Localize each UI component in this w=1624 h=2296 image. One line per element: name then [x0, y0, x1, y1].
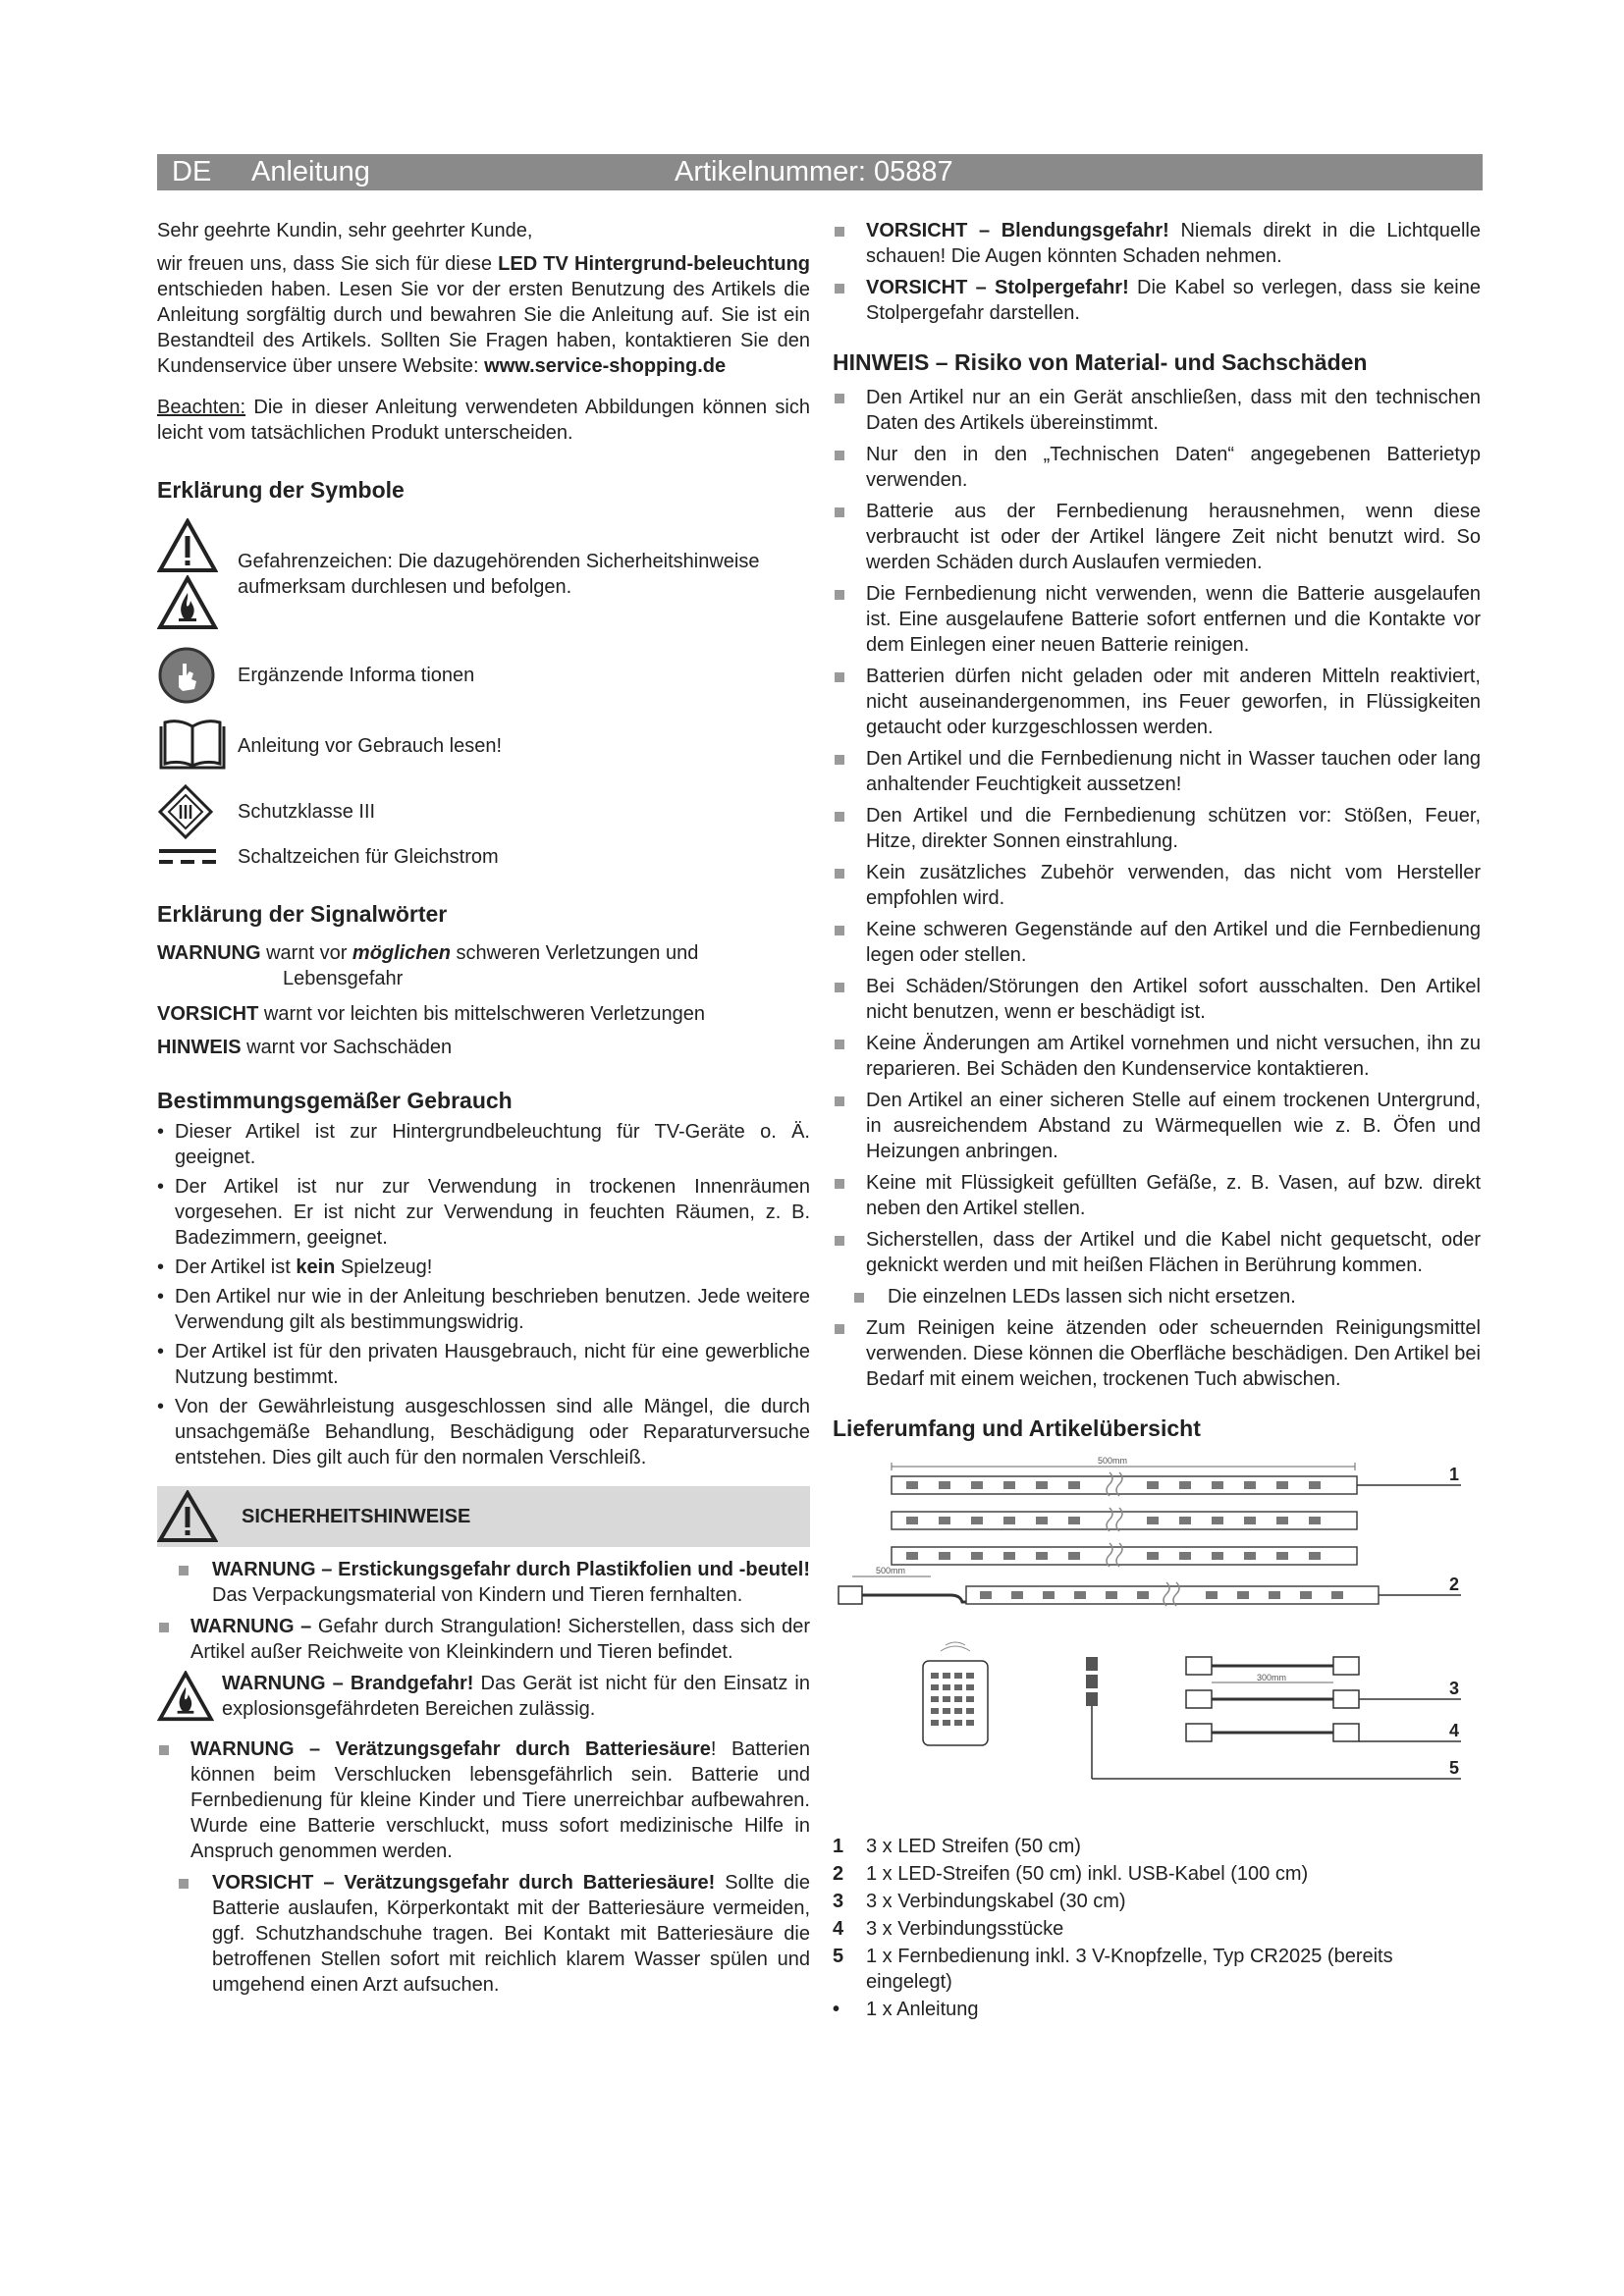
- intended-use-item: [157, 1255, 810, 1280]
- product-diagram: [833, 1455, 1481, 1828]
- notice-item: Zum Reinigen keine ätzenden oder scheuernden Reinigungsmittel verwenden. Diese können die Oberfläche beschädigen. Den Artikel bei Bedarf mit einem weichen, trockenen Tuch abwischen.: [833, 1315, 1481, 1392]
- symbol-row-info: [157, 646, 810, 705]
- safety-list: [157, 1557, 810, 1665]
- protection-class-iii-icon: [157, 783, 214, 840]
- callout-5: 5: [1449, 1758, 1460, 1778]
- signal-word-vorsicht: VORSICHT: [157, 1003, 259, 1025]
- safety-heading-bar: [157, 1486, 810, 1547]
- safety-item-bold: WARNUNG – Brandgefahr!: [222, 1673, 474, 1694]
- caution-item-text: Die Kabel so verlegen, dass sie keine Stolpergefahr darstellen.: [866, 277, 1481, 324]
- scope-heading: Lieferumfang und Artikelübersicht: [833, 1415, 1201, 1441]
- signal-hinweis-text: warnt vor Sachschäden: [241, 1037, 453, 1058]
- signal-warnung-emphasis: möglichen: [352, 942, 451, 964]
- signal-warnung-text-b: schweren Verletzungen und: [450, 942, 699, 964]
- signal-hinweis: [157, 1035, 810, 1060]
- safety-item-bold: WARNUNG – Erstickungsgefahr durch Plastikfolien und -beutel!: [212, 1559, 810, 1580]
- scope-text: 1 x Anleitung: [866, 1999, 979, 2020]
- scope-number: 5: [833, 1946, 844, 1967]
- symbol-text-manual: Anleitung vor Gebrauch lesen!: [238, 735, 503, 757]
- dimension-cable-label: 300mm: [1257, 1673, 1287, 1682]
- led-strip-2: [892, 1508, 1357, 1531]
- caution-item: [833, 275, 1481, 326]
- safety-fire-text: [222, 1671, 810, 1722]
- signal-warnung-text-a: warnt vor: [260, 942, 352, 964]
- website-link[interactable]: www.service-shopping.de: [484, 355, 727, 377]
- dimension-strip-label: 500mm: [1098, 1456, 1128, 1466]
- dimension-usb-label: 500mm: [876, 1566, 906, 1575]
- caution-item: [833, 218, 1481, 269]
- safety-item-text: Das Verpackungsmaterial von Kindern und Tieren fernhalten.: [212, 1584, 743, 1606]
- safety-item-bold: VORSICHT – Verätzungsgefahr durch Batteriesäure!: [212, 1872, 716, 1894]
- scope-item: [833, 1834, 1481, 1859]
- connection-cables: [1186, 1657, 1359, 1741]
- protection-icon-wrap: [157, 783, 238, 840]
- article-number: Artikelnummer: 05887: [675, 156, 953, 187]
- intended-use-text-a: Der Artikel ist: [175, 1256, 297, 1278]
- fire-hazard-icon: [157, 1671, 214, 1722]
- fire-hazard-icon: [157, 575, 218, 630]
- note-text: Die in dieser Anleitung verwendeten Abbildungen können sich leicht vom tatsächlichen Produkt unterscheiden.: [157, 397, 810, 444]
- intro-text-b: entschieden haben. Lesen Sie vor der ersten Benutzung des Artikels die Anleitung sorgfältig durch und bewahren Sie die Anleitung auf. Sie ist ein Bestandteil des Artikels. Sollten Sie Fragen haben, kontaktieren Sie den Kundenservice über unsere Website:: [157, 279, 810, 377]
- intro-text-a: wir freuen uns, dass Sie sich für diese: [157, 253, 499, 275]
- remote-control: [923, 1642, 988, 1745]
- product-overview-illustration: [833, 1455, 1481, 1828]
- scope-text: 1 x LED-Streifen (50 cm) inkl. USB-Kabel (100 cm): [866, 1863, 1309, 1885]
- manual-book-icon: [157, 719, 228, 774]
- scope-text: 3 x Verbindungskabel (30 cm): [866, 1891, 1126, 1912]
- led-strip-3: [892, 1543, 1357, 1567]
- caution-item-bold: VORSICHT – Blendungsgefahr!: [866, 220, 1169, 241]
- intended-use-item: • Von der Gewährleistung ausgeschlossen sind alle Mängel, die durch unsachgemäße Behandlung, Beschädigung oder Reparaturversuche entstehen. Dies gilt auch für den normalen Verschleiß.: [157, 1394, 810, 1470]
- signal-warnung-text-c: Lebensgefahr: [283, 968, 404, 989]
- fire-icon-wrap: [157, 1671, 222, 1729]
- notice-item: Bei Schäden/Störungen den Artikel sofort ausschalten. Den Artikel nicht benutzen, wenn er beschädigt ist.: [833, 974, 1481, 1025]
- symbols-heading: Erklärung der Symbole: [157, 477, 405, 503]
- safety-item: [157, 1736, 810, 1864]
- notice-item: Keine mit Flüssigkeit gefüllten Gefäße, z. B. Vasen, auf bzw. direkt neben den Artikel stellen.: [833, 1170, 1481, 1221]
- symbol-text-info: Ergänzende Informa tionen: [238, 665, 475, 686]
- scope-number: 4: [833, 1918, 844, 1940]
- scope-bullet: •: [833, 1999, 840, 2020]
- signal-word-hinweis: HINWEIS: [157, 1037, 242, 1058]
- notice-item: Nur den in den „Technischen Daten“ angegebenen Batterietyp verwenden.: [833, 442, 1481, 493]
- note-label: Beachten:: [157, 397, 246, 418]
- intended-use-item: • Der Artikel ist nur zur Verwendung in trockenen Innenräumen vorgesehen. Er ist nicht zur Verwendung in feuchten Räumen, z. B. Badezimmern, geeignet.: [157, 1174, 810, 1251]
- scope-item: [833, 1916, 1481, 1942]
- safety-item-text: Das Gerät ist nicht für den Einsatz in explosionsgefährdeten Bereichen zulässig.: [222, 1673, 810, 1720]
- intro-paragraph: [157, 251, 810, 379]
- safety-heading: SICHERHEITSHINWEISE: [242, 1506, 471, 1527]
- danger-icons: [157, 518, 238, 630]
- callout-1: 1: [1449, 1465, 1460, 1484]
- signal-vorsicht-text: warnt vor leichten bis mittelschweren Verletzungen: [258, 1003, 706, 1025]
- note-paragraph: [157, 395, 810, 446]
- warning-triangle-icon: [157, 1490, 218, 1543]
- caution-item-text: Niemals direkt in die Lichtquelle schauen! Die Augen könnten Schaden nehmen.: [866, 220, 1481, 267]
- notice-item: Die einzelnen LEDs lassen sich nicht ersetzen.: [833, 1284, 1481, 1309]
- notice-item: Den Artikel nur an ein Gerät anschließen, dass mit den technischen Daten des Artikels übereinstimmt.: [833, 385, 1481, 436]
- callout-3: 3: [1449, 1679, 1460, 1698]
- safety-item: [157, 1614, 810, 1665]
- usb-led-strip: [839, 1566, 1379, 1606]
- intended-use-item: • Dieser Artikel ist zur Hintergrundbeleuchtung für TV-Geräte o. Ä. geeignet.: [157, 1119, 810, 1170]
- led-strip-1: [892, 1472, 1357, 1496]
- manual-icon-wrap: [157, 719, 238, 774]
- safety-item-text: Gefahr durch Strangulation! Sicherstellen, dass sich der Artikel außer Reichweite von Kleinkindern und Tieren befindet.: [190, 1616, 810, 1663]
- scope-list: [833, 1834, 1481, 2022]
- greeting: Sehr geehrte Kundin, sehr geehrter Kunde,: [157, 220, 533, 241]
- notice-item: Sicherstellen, dass der Artikel und die Kabel nicht gequetscht, oder geknickt werden und mit heißen Flächen in Berührung kommen.: [833, 1227, 1481, 1278]
- safety-fire-item: [157, 1671, 810, 1729]
- scope-number: 3: [833, 1891, 844, 1912]
- callout-2: 2: [1449, 1575, 1460, 1594]
- scope-item: [833, 1944, 1481, 1995]
- notice-item: Die Fernbedienung nicht verwenden, wenn die Batterie ausgelaufen ist. Eine ausgelaufene Batterie sofort entfernen und die Kontakte vor dem Einlegen einer neuen Batterie reinigen.: [833, 581, 1481, 658]
- notice-item: Kein zusätzliches Zubehör verwenden, das nicht vom Hersteller empfohlen wird.: [833, 860, 1481, 911]
- notice-item: Den Artikel und die Fernbedienung schützen vor: Stößen, Feuer, Hitze, direkter Sonnen einstrahlung.: [833, 803, 1481, 854]
- caution-list: [833, 218, 1481, 326]
- signal-vorsicht: [157, 1001, 810, 1027]
- signal-word-warnung: WARNUNG: [157, 942, 261, 964]
- intended-use-text-c: Spielzeug!: [335, 1256, 433, 1278]
- dc-icon-wrap: [157, 845, 238, 869]
- scope-text: 3 x Verbindungsstücke: [866, 1918, 1064, 1940]
- symbol-row-dc: [157, 844, 810, 870]
- scope-text: 3 x LED Streifen (50 cm): [866, 1836, 1081, 1857]
- intended-use-heading: Bestimmungsgemäßer Gebrauch: [157, 1088, 513, 1113]
- warning-triangle-icon: [157, 518, 218, 573]
- notice-item: Batterie aus der Fernbedienung herausnehmen, wenn diese verbraucht ist oder der Artikel längere Zeit nicht benutzt wird. So werden Schäden durch Auslaufen vermieden.: [833, 499, 1481, 575]
- signal-words-heading: Erklärung der Signalwörter: [157, 901, 448, 927]
- symbol-text-danger: Gefahrenzeichen: Die dazugehörenden Sicherheitshinweise aufmerksam durchlesen und befolgen.: [238, 551, 760, 598]
- document-type: Anleitung: [251, 156, 370, 187]
- scope-item: [833, 1889, 1481, 1914]
- info-hand-icon: [157, 646, 216, 705]
- callout-4: 4: [1449, 1721, 1460, 1740]
- symbol-row-danger: [157, 518, 810, 630]
- notice-item: Keine Änderungen am Artikel vornehmen und nicht versuchen, ihn zu reparieren. Bei Schäden den Kundenservice kontaktieren.: [833, 1031, 1481, 1082]
- symbol-row-manual: [157, 719, 810, 774]
- left-column: [157, 218, 810, 2003]
- safety-item: [157, 1557, 810, 1608]
- language-code: DE: [172, 156, 212, 187]
- safety-item-text: ! Batterien können beim Verschlucken lebensgefährlich sein. Batterie und Fernbedienung für kleine Kinder und Tiere unerreichbar aufbewahren. Wurde eine Batterie verschluckt, muss sofort medizinische Hilfe in Anspruch genommen werden.: [190, 1738, 810, 1862]
- symbol-text-protection: Schutzklasse III: [238, 801, 376, 823]
- direct-current-icon: [157, 845, 218, 869]
- safety-item-bold: WARNUNG –: [190, 1616, 312, 1637]
- info-icon-wrap: [157, 646, 238, 705]
- notice-heading: HINWEIS – Risiko von Material- und Sachschäden: [833, 349, 1368, 375]
- header-bar: [157, 154, 1483, 190]
- symbol-text-dc: Schaltzeichen für Gleichstrom: [238, 846, 499, 868]
- right-column: [833, 218, 1481, 2024]
- scope-item: [833, 1997, 1481, 2022]
- safety-item-bold: WARNUNG – Verätzungsgefahr durch Batteriesäure: [190, 1738, 711, 1760]
- intended-use-list: [157, 1119, 810, 1470]
- scope-item: [833, 1861, 1481, 1887]
- intended-use-item: • Der Artikel ist für den privaten Hausgebrauch, nicht für eine gewerbliche Nutzung bestimmt.: [157, 1339, 810, 1390]
- intended-use-kein: kein: [296, 1256, 336, 1278]
- notice-item: Den Artikel an einer sicheren Stelle auf einem trockenen Untergrund, in ausreichendem Abstand zu Wärmequellen wie z. B. Öfen und Heizungen anbringen.: [833, 1088, 1481, 1164]
- notice-item: Keine schweren Gegenstände auf den Artikel und die Fernbedienung legen oder stellen.: [833, 917, 1481, 968]
- scope-number: 1: [833, 1836, 844, 1857]
- safety-item-text: Sollte die Batterie auslaufen, Körperkontakt mit der Batteriesäure vermeiden, ggf. Schutzhandschuhe tragen. Bei Kontakt mit Batteriesäure die betroffenen Stellen sofort mit reichlich klarem Wasser spülen und umgehend einen Arzt aufsuchen.: [212, 1872, 810, 1996]
- intended-use-item: • Den Artikel nur wie in der Anleitung beschrieben benutzen. Jede weitere Verwendung gilt als bestimmungswidrig.: [157, 1284, 810, 1335]
- symbol-row-protection: [157, 783, 810, 840]
- scope-number: 2: [833, 1863, 844, 1885]
- caution-item-bold: VORSICHT – Stolpergefahr!: [866, 277, 1129, 298]
- notice-item: Den Artikel und die Fernbedienung nicht in Wasser tauchen oder lang anhaltender Feuchtigkeit aussetzen!: [833, 746, 1481, 797]
- product-name: LED TV Hintergrund-beleuchtung: [498, 253, 810, 275]
- scope-text: 1 x Fernbedienung inkl. 3 V-Knopfzelle, Typ CR2025 (bereits eingelegt): [866, 1946, 1393, 1993]
- safety-item: [157, 1870, 810, 1998]
- notice-item: Batterien dürfen nicht geladen oder mit anderen Mitteln reaktiviert, nicht auseinandergenommen, ins Feuer geworfen, in Flüssigkeiten getaucht oder kurzgeschlossen werden.: [833, 664, 1481, 740]
- signal-warnung: [157, 940, 810, 991]
- safety-list-2: [157, 1736, 810, 1998]
- notice-list: [833, 385, 1481, 1392]
